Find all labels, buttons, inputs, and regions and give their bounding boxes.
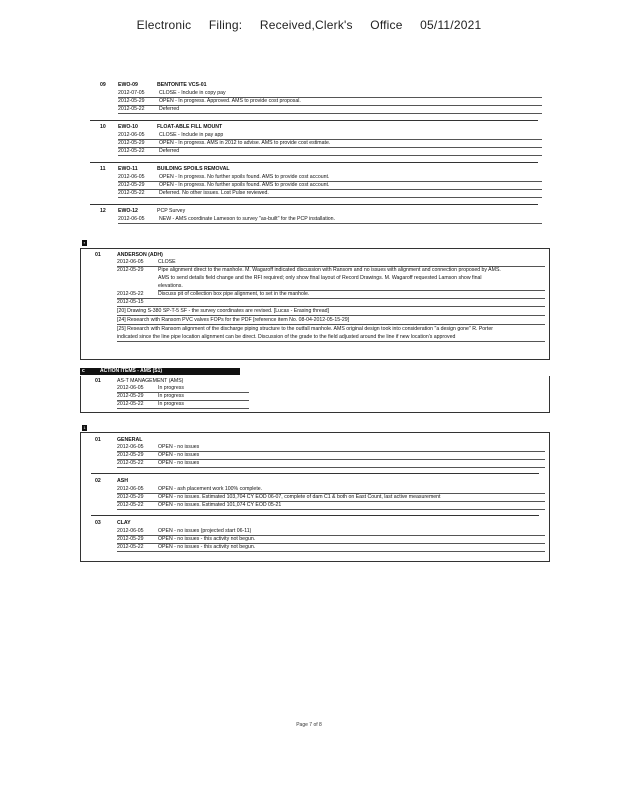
continuation-line: AMS to send details field change and the RFI required; only show final layout of Record Drawings. M. Wagaroff requested Lamson show final: [158, 275, 482, 281]
status-date: 2012-05-22: [117, 502, 144, 508]
status-row: [117, 291, 545, 299]
status-date: 2012-05-15: [117, 299, 144, 305]
item-number: 02: [95, 478, 101, 484]
status-row: [117, 299, 545, 307]
header-date: 05/11/2021: [420, 18, 482, 32]
item-code: ANDERSON (ADH): [117, 252, 163, 258]
status-text: OPEN - no issues (projected start 06-11): [158, 528, 252, 534]
status-row: [117, 452, 545, 460]
status-text: OPEN - ash placement work 100% complete.: [158, 486, 263, 492]
status-date: 2012-05-29: [117, 452, 144, 458]
section-marker: 1: [83, 425, 86, 430]
item-number: 01: [95, 378, 101, 384]
item-number: 11: [100, 166, 106, 172]
status-row: [117, 401, 249, 409]
item-title: ASH: [117, 478, 128, 484]
item-title: GENERAL: [117, 437, 143, 443]
status-row: [117, 502, 545, 510]
status-text: OPEN - no issues: [158, 452, 200, 458]
status-date: 2012-05-29: [118, 182, 145, 188]
status-text: CLOSE - Include in copy pay: [159, 90, 226, 96]
item-code: EWO-09: [118, 82, 138, 88]
status-date: 2012-07-05: [118, 90, 145, 96]
status-text: OPEN - no issues. Estimated 103,704 CY EOD 06-07, complete of dam C1 & both on East Count, last active measurement: [158, 494, 441, 500]
status-text: OPEN - In progress. AMS in 2012 to advise. AMS to provide cost estimate.: [159, 140, 331, 146]
ewo-item: [82, 208, 546, 226]
header-electronic: Electronic: [136, 18, 192, 32]
status-text: OPEN - no issues - this activity not begun.: [158, 544, 256, 550]
note-line: [24] Research with Ransom PVC valves FOPs for the PDF [reference item No. 08-04-2012-05-15-29]: [117, 317, 545, 325]
status-date: 2012-06-05: [117, 259, 144, 265]
item-number: 03: [95, 520, 101, 526]
status-date: 2012-05-29: [117, 267, 144, 273]
status-date: 2012-05-29: [117, 536, 144, 542]
note-line: [25] Research with Ransom alignment of the discharge piping structure to the outfall manhole. AMS original design took into consideration "a design gone" R. Porter: [117, 326, 493, 332]
status-row: [118, 132, 542, 140]
status-row: [118, 148, 542, 156]
status-text: Discuss pit of collection box pipe alignment, to set in the manhole.: [158, 291, 310, 297]
status-row: [117, 486, 545, 494]
status-row: [117, 393, 249, 401]
status-row: [118, 90, 542, 98]
section-marker: ▪: [83, 240, 86, 245]
status-text: In progress: [158, 385, 184, 391]
status-text: OPEN - no issues: [158, 460, 200, 466]
status-date: 2012-06-05: [117, 486, 144, 492]
status-text: OPEN - In progress. No further spoils found. AMS to provide cost account.: [159, 174, 330, 180]
ewo-item: [82, 166, 546, 200]
status-text: OPEN - no issues - this activity not begun.: [158, 536, 256, 542]
status-date: 2012-06-05: [117, 444, 144, 450]
status-row: [117, 460, 545, 468]
status-row: [118, 106, 542, 114]
status-row: [118, 190, 542, 198]
divider: [90, 120, 538, 121]
item-title: BUILDING SPOILS REMOVAL: [157, 166, 230, 172]
status-row: [118, 140, 542, 148]
item-code: EWO-10: [118, 124, 138, 130]
status-date: 2012-05-22: [117, 401, 144, 407]
item-number: 09: [100, 82, 106, 88]
header-filing: Filing:: [208, 18, 243, 32]
ams-actions-table: [80, 376, 550, 413]
status-text: Pipe alignment direct to the manhole. M. Wagaroff indicated discussion with Ransom and no issues with alignment and connection proposed by AMS.: [158, 267, 501, 273]
status-date: 2012-06-05: [117, 528, 144, 534]
status-row: [117, 444, 545, 452]
item-title: BENTONITE VCS-01: [157, 82, 207, 88]
status-date: 2012-06-05: [118, 132, 145, 138]
section-header-bar: [80, 368, 240, 375]
item-number: 01: [95, 437, 101, 443]
status-date: 2012-05-22: [118, 190, 145, 196]
status-text: OPEN - In progress. No further spoils found. AMS to provide cost account.: [159, 182, 330, 188]
status-row: [118, 98, 542, 106]
header-office: Office: [370, 18, 403, 32]
status-date: 2012-05-22: [117, 544, 144, 550]
status-text: NEW - AMS coordinate Lameson to survey "as-built" for the PCP installation.: [159, 216, 336, 222]
status-text: CLOSE: [158, 259, 176, 265]
anderson-table: [80, 248, 550, 360]
divider: [90, 162, 538, 163]
status-row: [118, 174, 542, 182]
status-date: 2012-06-05: [117, 385, 144, 391]
ewo-table: [80, 80, 548, 228]
status-date: 2012-05-29: [118, 140, 145, 146]
item-title: FLOAT-ABLE FILL MOUNT: [157, 124, 223, 130]
efiling-header: [0, 18, 618, 32]
status-row: [117, 544, 545, 552]
page-number: Page 7 of 8: [296, 722, 322, 728]
status-row: [117, 259, 545, 267]
status-row: [117, 494, 545, 502]
status-date: 2012-05-22: [118, 148, 145, 154]
continuation-line: elevations.: [158, 283, 545, 291]
status-date: 2012-06-05: [118, 216, 145, 222]
status-date: 2012-05-22: [118, 106, 145, 112]
note-line: indicated since the line pipe location alignment can be direct. Discussion of the grade to the field adjusted around the line if new location's approved: [117, 334, 545, 342]
status-text: In progress: [158, 393, 184, 399]
status-text: OPEN - no issues. Estimated 101,074 CY EOD 05-21: [158, 502, 282, 508]
divider: [90, 204, 538, 205]
status-row: [117, 536, 545, 544]
divider: [91, 515, 539, 516]
status-row: [118, 182, 542, 190]
status-text: Deferred: [159, 106, 180, 112]
item-title: PCP Survey: [157, 208, 186, 214]
item-code: EWO-12: [118, 208, 138, 214]
status-date: 2012-05-22: [117, 291, 144, 297]
item-code: EWO-11: [118, 166, 138, 172]
item-number: 12: [100, 208, 106, 214]
status-row: [117, 385, 249, 393]
status-row: [117, 267, 545, 274]
status-row: [118, 216, 542, 224]
status-date: 2012-05-29: [118, 98, 145, 104]
status-date: 2012-05-29: [117, 393, 144, 399]
item-title: CLAY: [117, 520, 131, 526]
status-row: [117, 528, 545, 536]
note-line: [20] Drawing S-380 SP-T-5 SF - the survey coordinates are revised. [Lucas - Erasing thread]: [117, 308, 545, 316]
status-text: In progress: [158, 401, 184, 407]
status-date: 2012-06-05: [118, 174, 145, 180]
status-text: Deferred. No other issues. Lost Pulse reviewed.: [159, 190, 269, 196]
status-text: OPEN - no issues: [158, 444, 200, 450]
header-received: Received,Clerk's: [259, 18, 353, 32]
item-title: AS-T MANAGEMENT (AMS): [117, 378, 184, 384]
ewo-item: [82, 82, 546, 116]
status-date: 2012-05-29: [117, 494, 144, 500]
section-label: ACTION ITEMS - AMS (S1): [100, 368, 163, 374]
site-status-table: [80, 432, 550, 562]
status-text: OPEN - In progress. Approved. AMS to provide cost proposal.: [159, 98, 301, 104]
section-marker: c: [82, 368, 85, 374]
status-date: 2012-05-22: [117, 460, 144, 466]
item-number: 10: [100, 124, 106, 130]
status-text: Deferred: [159, 148, 180, 154]
ewo-item: [82, 124, 546, 158]
divider: [91, 473, 539, 474]
item-number: 01: [95, 252, 101, 258]
status-text: CLOSE - Include in pay app: [159, 132, 224, 138]
